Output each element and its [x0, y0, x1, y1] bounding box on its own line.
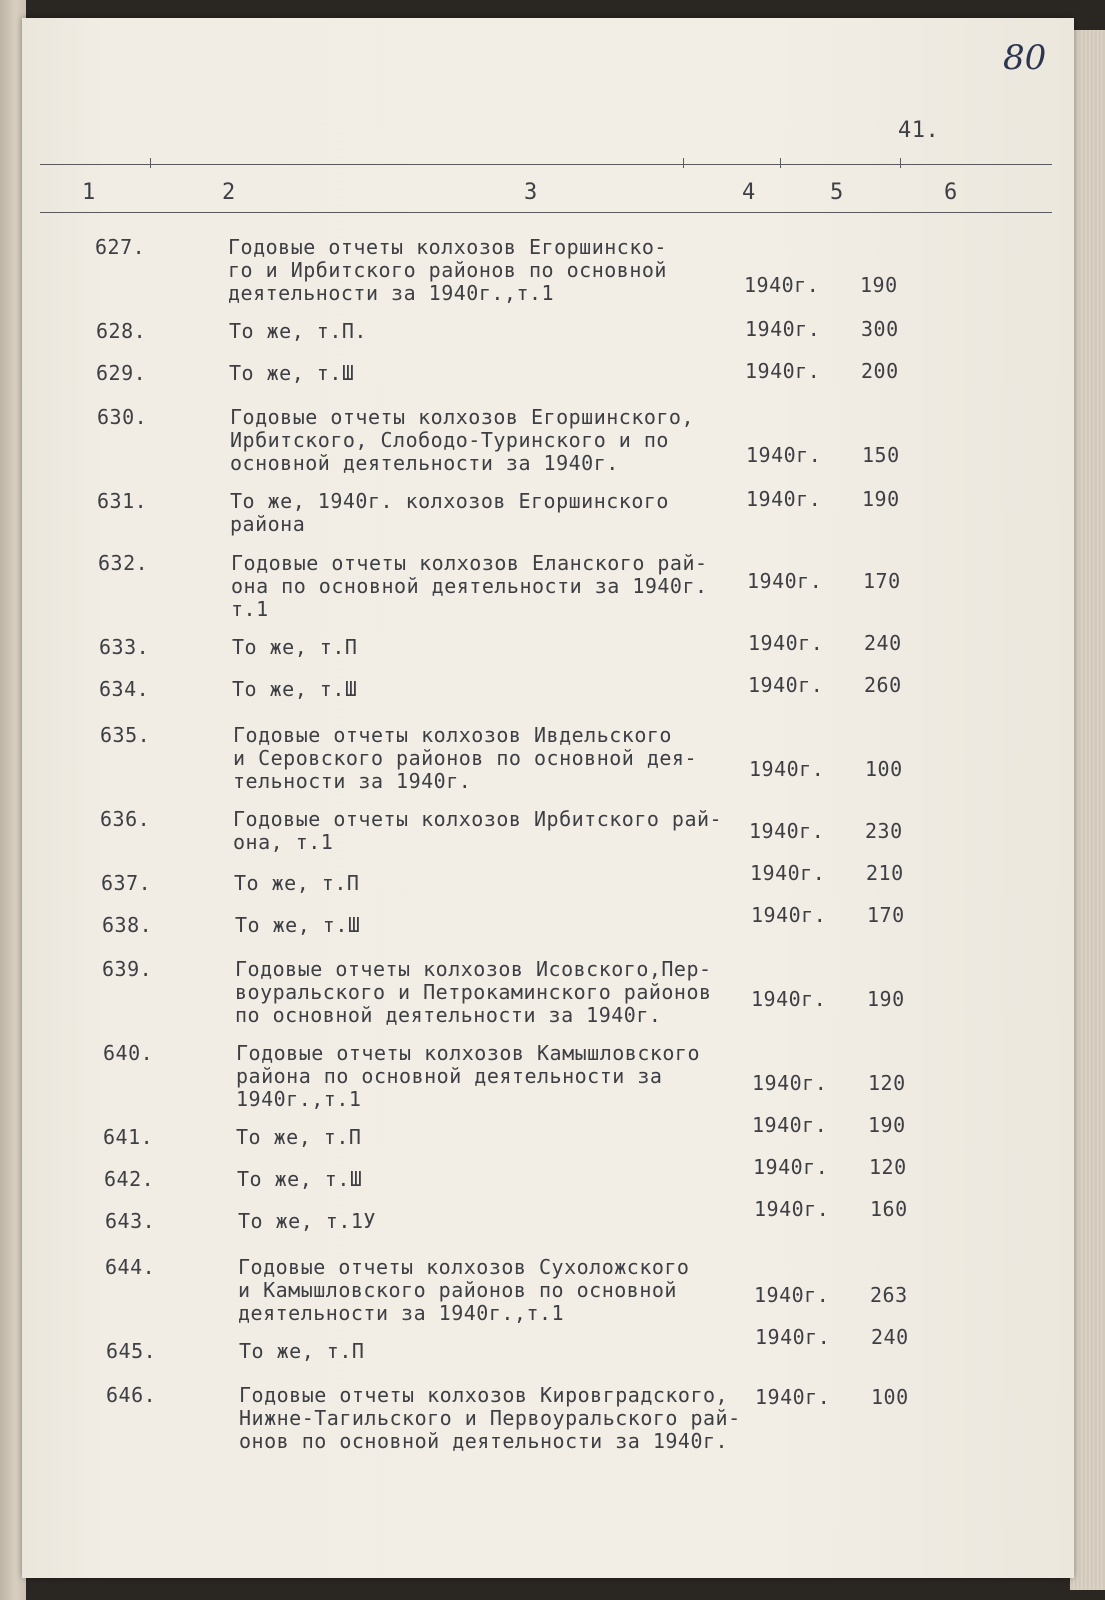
entry-number: 640. — [103, 1041, 154, 1065]
entry-number: 629. — [96, 361, 147, 385]
entry-title-line: То же, т.П — [232, 635, 358, 659]
entry-date: 1940г. — [754, 1197, 830, 1221]
entry-sheet-count: 240 — [864, 631, 902, 655]
entry-title-line: Годовые отчеты колхозов Егоршинского, — [230, 405, 695, 429]
entry-sheet-count: 190 — [862, 487, 900, 511]
entry-sheet-count: 240 — [871, 1325, 909, 1349]
entry-sheet-count: 150 — [862, 443, 900, 467]
entry-number: 641. — [103, 1125, 154, 1149]
entry-date: 1940г. — [755, 1325, 831, 1349]
column-header-1: 1 — [82, 180, 96, 205]
entry-title-line: Годовые отчеты колхозов Ивдельского — [233, 723, 672, 747]
entry-date: 1940г. — [751, 903, 827, 927]
entry-number: 632. — [98, 551, 149, 575]
entry-title-line: т.1 — [231, 597, 269, 621]
entry-sheet-count: 300 — [861, 317, 899, 341]
entry-title-line: То же, т.П — [239, 1339, 365, 1363]
entry-title-line: То же, т.Ш — [237, 1167, 363, 1191]
entry-title-line: Нижне-Тагильского и Первоуральского рай- — [239, 1406, 741, 1430]
entry-date: 1940г. — [746, 487, 822, 511]
column-tick — [683, 158, 684, 168]
column-header-3: 3 — [524, 180, 538, 205]
entry-number: 631. — [97, 489, 148, 513]
column-header-5: 5 — [830, 180, 844, 205]
entry-number: 636. — [100, 807, 151, 831]
entry-title-line: То же, т.Ш — [232, 677, 358, 701]
entry-sheet-count: 190 — [860, 273, 898, 297]
entry-sheet-count: 100 — [865, 757, 903, 781]
entry-date: 1940г. — [744, 273, 820, 297]
entry-date: 1940г. — [746, 443, 822, 467]
entry-title-line: То же, т.П — [236, 1125, 362, 1149]
entry-number: 634. — [99, 677, 150, 701]
entry-title-line: 1940г.,т.1 — [236, 1087, 362, 1111]
entry-title-line: То же, т.П — [234, 871, 360, 895]
entry-date: 1940г. — [745, 317, 821, 341]
column-header-6: 6 — [944, 180, 958, 205]
entry-date: 1940г. — [754, 1283, 830, 1307]
entry-date: 1940г. — [745, 359, 821, 383]
entry-sheet-count: 230 — [865, 819, 903, 843]
entry-number: 633. — [99, 635, 150, 659]
column-header-4: 4 — [742, 180, 756, 205]
table-header-bottom-rule — [40, 212, 1052, 213]
entry-number: 639. — [102, 957, 153, 981]
entry-sheet-count: 160 — [870, 1197, 908, 1221]
entry-title-line: тельности за 1940г. — [233, 769, 472, 793]
column-tick — [900, 158, 901, 168]
entry-date: 1940г. — [747, 569, 823, 593]
entry-date: 1940г. — [748, 673, 824, 697]
entry-title-line: онов по основной деятельности за 1940г. — [239, 1429, 729, 1453]
entry-sheet-count: 260 — [864, 673, 902, 697]
entry-sheet-count: 200 — [861, 359, 899, 383]
entry-title-line: и Камышловского районов по основной — [238, 1278, 677, 1302]
entry-title-line: она, т.1 — [233, 830, 334, 854]
entry-title-line: района — [230, 512, 306, 536]
entry-date: 1940г. — [750, 861, 826, 885]
entry-date: 1940г. — [755, 1385, 831, 1409]
entry-title-line: Годовые отчеты колхозов Ирбитского рай- — [233, 807, 723, 831]
entry-number: 643. — [105, 1209, 156, 1233]
entry-title-line: Ирбитского, Слободо-Туринского и по — [230, 428, 669, 452]
entry-number: 630. — [97, 405, 148, 429]
entry-title-line: района по основной деятельности за — [236, 1064, 663, 1088]
entry-number: 627. — [95, 235, 146, 259]
entry-number: 645. — [106, 1339, 157, 1363]
entry-title-line: Годовые отчеты колхозов Кировградского, — [239, 1383, 729, 1407]
entry-number: 628. — [96, 319, 147, 343]
column-tick — [780, 158, 781, 168]
entry-title-line: деятельности за 1940г.,т.1 — [228, 281, 555, 305]
entry-date: 1940г. — [749, 819, 825, 843]
entry-date: 1940г. — [751, 987, 827, 1011]
entry-number: 646. — [106, 1383, 157, 1407]
entry-title-line: То же, т.Ш — [229, 361, 355, 385]
entry-date: 1940г. — [749, 757, 825, 781]
entry-date: 1940г. — [752, 1113, 828, 1137]
entry-title-line: основной деятельности за 1940г. — [230, 451, 619, 475]
entry-title-line: Годовые отчеты колхозов Егоршинско- — [228, 235, 667, 259]
entry-number: 635. — [100, 723, 151, 747]
entry-sheet-count: 170 — [867, 903, 905, 927]
entry-title-line: То же, 1940г. колхозов Егоршинского — [230, 489, 669, 513]
entry-title-line: То же, т.Ш — [235, 913, 361, 937]
column-header-2: 2 — [222, 180, 236, 205]
entry-date: 1940г. — [752, 1071, 828, 1095]
entry-sheet-count: 100 — [871, 1385, 909, 1409]
entry-title-line: Годовые отчеты колхозов Сухоложского — [238, 1255, 690, 1279]
entry-title-line: деятельности за 1940г.,т.1 — [238, 1301, 565, 1325]
entry-title-line: Годовые отчеты колхозов Исовского,Пер- — [235, 957, 712, 981]
entry-number: 637. — [101, 871, 152, 895]
entry-title-line: го и Ирбитского районов по основной — [228, 258, 667, 282]
entry-sheet-count: 190 — [867, 987, 905, 1011]
entry-sheet-count: 263 — [870, 1283, 908, 1307]
entry-sheet-count: 210 — [866, 861, 904, 885]
entry-number: 638. — [102, 913, 153, 937]
entry-date: 1940г. — [753, 1155, 829, 1179]
entry-number: 642. — [104, 1167, 155, 1191]
entry-sheet-count: 120 — [868, 1071, 906, 1095]
column-tick — [150, 158, 151, 168]
entry-title-line: То же, т.П. — [229, 319, 367, 343]
entry-title-line: и Серовского районов по основной дея- — [233, 746, 698, 770]
entry-title-line: она по основной деятельности за 1940г. — [231, 574, 708, 598]
page-number: 41. — [898, 118, 940, 143]
entry-date: 1940г. — [748, 631, 824, 655]
entry-sheet-count: 170 — [863, 569, 901, 593]
entry-sheet-count: 120 — [869, 1155, 907, 1179]
entry-title-line: Годовые отчеты колхозов Камышловского — [236, 1041, 701, 1065]
page-stack-edge — [1070, 30, 1105, 1590]
handwritten-sheet-number: 80 — [1003, 38, 1047, 78]
entry-title-line: воуральского и Петрокаминского районов — [235, 980, 712, 1004]
entry-sheet-count: 190 — [868, 1113, 906, 1137]
entry-title-line: по основной деятельности за 1940г. — [235, 1003, 662, 1027]
entry-title-line: Годовые отчеты колхозов Еланского рай- — [231, 551, 708, 575]
entry-number: 644. — [105, 1255, 156, 1279]
entry-title-line: То же, т.1У — [238, 1209, 376, 1233]
